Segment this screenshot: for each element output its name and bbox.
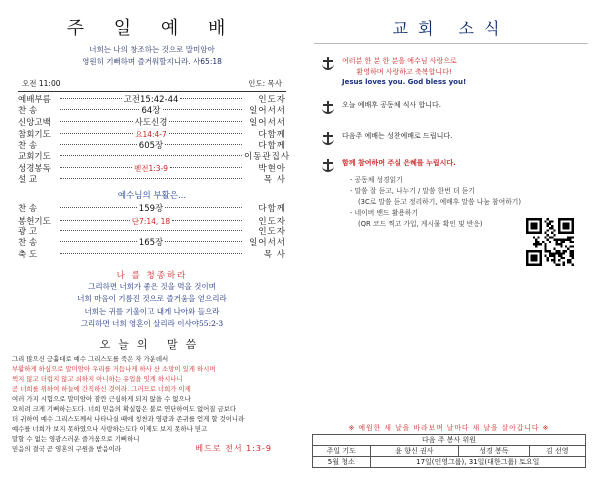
order-label: 찬 송: [18, 106, 38, 117]
news-text: Jesus loves you. God bless you!: [342, 78, 467, 86]
word-line: 믿음의 결국 곧 영혼의 구원을 받음이라: [12, 445, 121, 454]
order-leader: 인도자: [258, 226, 286, 237]
order-detail: 벧전1:3-9: [133, 164, 169, 174]
order-row: [18, 151, 291, 163]
order-leader: 다함께: [258, 204, 286, 215]
order-row: [18, 163, 286, 174]
order-leader: 일어서서: [249, 106, 286, 117]
word-line: 예수를 너희가 보지 못하였으나 사랑하는도다 이제도 보지 못하나 믿고: [12, 425, 208, 434]
table-cell: 김 선영: [529, 446, 585, 457]
news-text: 여러분 한 분 한 분을 예수님 사랑으로: [342, 57, 457, 65]
order-of-service: [18, 95, 291, 186]
service-time-bar: [18, 76, 286, 92]
order-row: [18, 95, 286, 106]
order-detail: 고전15:42-44: [123, 95, 179, 105]
table-cell: 5월 청소: [313, 457, 371, 468]
order-row: [18, 204, 286, 215]
order-leader: 다함께: [258, 130, 287, 141]
pledge-text: [18, 281, 286, 330]
order-label: 봉헌기도: [18, 216, 51, 227]
order-leader: 목 사: [263, 249, 286, 260]
order-leader: 박현아: [258, 164, 287, 175]
order-label: 광 고: [18, 226, 38, 237]
order-detail: 165장: [138, 238, 164, 249]
order-detail: 단7:14, 18: [131, 216, 171, 226]
todays-word-title: 오늘의 말씀: [99, 338, 205, 352]
order-leader: 이동관집사: [244, 151, 291, 162]
subitem: (3C로 말씀 듣고 정리하기, 예배후 말씀 나눔 참여하기): [358, 197, 521, 206]
table-cell: 성경 봉독: [459, 446, 529, 457]
news-text: 오늘 예배후 공동체 식사 합니다.: [342, 100, 442, 109]
order-label: 찬 송: [18, 238, 38, 249]
table-cell: 17일(인영그룹), 31일(대한그룹) 토요일: [370, 457, 585, 468]
table-cell: 윤 향신 권사: [370, 446, 459, 457]
church-icon: [322, 132, 336, 144]
news-text: 환영하며 사랑하고 축복합니다!: [356, 67, 452, 76]
verse-line: 너희는 나의 창조하는 것으로 말미암아: [89, 45, 215, 54]
table-row: [313, 446, 586, 457]
order-row: [18, 129, 286, 140]
order-leader: 목 사: [263, 174, 286, 185]
order-label: 예배부름: [18, 95, 51, 105]
verse-line: 영원히 기뻐하며 즐거워할지니라. 사65:18: [82, 57, 222, 66]
subitem: - 공동체 성경읽기: [350, 175, 403, 184]
order-detail: 159장: [138, 204, 164, 215]
order-row: [18, 216, 286, 227]
order-detail: 64장: [141, 106, 161, 117]
table-row: [313, 457, 586, 468]
order-label: 찬 송: [18, 140, 38, 151]
order-label: 설 교: [18, 174, 38, 185]
notice-banner: ※ 예원한 새 날을 바라보며 날마다 새 날을 살아갑니다 ※: [348, 424, 550, 432]
news-title: 교회 소식: [314, 16, 588, 44]
pledge-line: 그리하면 너희가 좋은 것을 먹을 것이며: [88, 282, 216, 292]
word-line: 더 귀하여 예수 그리스도께서 나타나실 때에 칭찬과 영광과 존귀를 얻게 할 것이니라: [12, 415, 245, 424]
church-icon: [322, 57, 336, 69]
order-detail: 605장: [138, 140, 164, 151]
service-time: 오전 11:00: [22, 79, 61, 88]
order-label: 축 도: [18, 249, 38, 260]
order-leader: 다함께: [258, 140, 286, 151]
order-label: 신앙고백: [18, 117, 51, 128]
presider: 인도: 목사: [248, 79, 282, 88]
order-row: [18, 106, 286, 117]
order-leader: 일어서서: [249, 117, 287, 128]
news-text: 함께 참여하며 주실 은혜를 누립시다.: [342, 158, 456, 167]
order-label: 참회기도: [18, 130, 51, 141]
word-line: 그리 많으신 긍휼대로 예수 그리스도를 죽은 자 가운데서: [12, 355, 169, 364]
news-text: 다음주 예배는 성찬예배로 드립니다.: [342, 131, 453, 140]
pledge-line: 너희 마음이 기름진 것으로 즐거움을 얻으리라: [77, 294, 227, 304]
word-reference: 베드로 전서 1:3-9: [195, 444, 272, 454]
table-cell: 주일 기도: [313, 446, 371, 457]
header-verse: [18, 44, 286, 68]
order-row: [18, 238, 286, 249]
pledge-line: 그리하면 너희 영혼이 살리라 이사야55:2-3: [80, 318, 224, 328]
word-line: 곧 너희를 위하여 하늘에 간직하신 것이라. 그러므로 너희가 이제: [12, 385, 191, 394]
news-item: [322, 56, 588, 88]
word-last-line: [12, 444, 286, 454]
order-label: 성경봉독: [18, 164, 51, 175]
order-leader: 인도자: [258, 216, 286, 227]
order-detail: 사도신경: [134, 117, 168, 128]
pledge-title: 나 를 청종하라: [116, 271, 188, 282]
todays-word: [12, 354, 286, 454]
word-line: 여러 가지 시험으로 말미암아 잠깐 근심하게 되지 않을 수 없으나: [12, 395, 191, 404]
word-line: 부활하게 하심으로 말미암아 우리를 거듭나게 하사 산 소망이 있게 하시며: [12, 365, 216, 374]
news-item: [322, 100, 588, 113]
subitem: (QR 코드 찍고 가입, 게시물 확인 및 반응): [358, 219, 483, 228]
order-row: [18, 250, 286, 261]
subitem: - 네이버 밴드 활용하기: [350, 208, 419, 217]
church-icon: [322, 159, 336, 171]
order-row: [18, 227, 286, 238]
order-detail: 요14:4-7: [135, 130, 167, 140]
order-leader: 일어서서: [249, 238, 286, 249]
order-label: 교회기도: [18, 151, 51, 162]
table-heading: 다음 주 봉사 위원: [313, 435, 586, 446]
page-title: 주 일 예 배: [66, 18, 238, 39]
order-row: [18, 141, 286, 152]
word-line: 오히려 크게 기뻐하는도다. 너희 믿음의 확실함은 불로 연단하여도 없어질 금보다: [12, 405, 237, 414]
service-notice: [312, 422, 586, 468]
news-item: [322, 131, 588, 144]
order-of-service-2: [18, 204, 286, 261]
order-row: [18, 118, 286, 129]
word-line: 썩지 않고 더럽지 않고 쇠하지 아니하는 유업을 잇게 하시나니: [12, 375, 183, 384]
news-item: [322, 158, 588, 171]
order-leader: 인도자: [258, 95, 286, 105]
volunteer-table: [312, 434, 586, 468]
subitem: - 말씀 잘 듣고, 나누기 / 말씀 한번 더 듣기: [350, 186, 475, 195]
order-row: [18, 175, 286, 186]
section-heading: 예수님의 부활은...: [117, 191, 187, 202]
pledge-line: 너희는 귀를 기울이고 내게 나아와 들으라: [84, 306, 220, 316]
order-label: 찬 송: [18, 204, 38, 215]
church-icon: [322, 101, 336, 113]
qr-code[interactable]: [526, 218, 574, 266]
word-line: 말할 수 없는 영광스러운 즐거움으로 기뻐하니: [12, 435, 140, 444]
